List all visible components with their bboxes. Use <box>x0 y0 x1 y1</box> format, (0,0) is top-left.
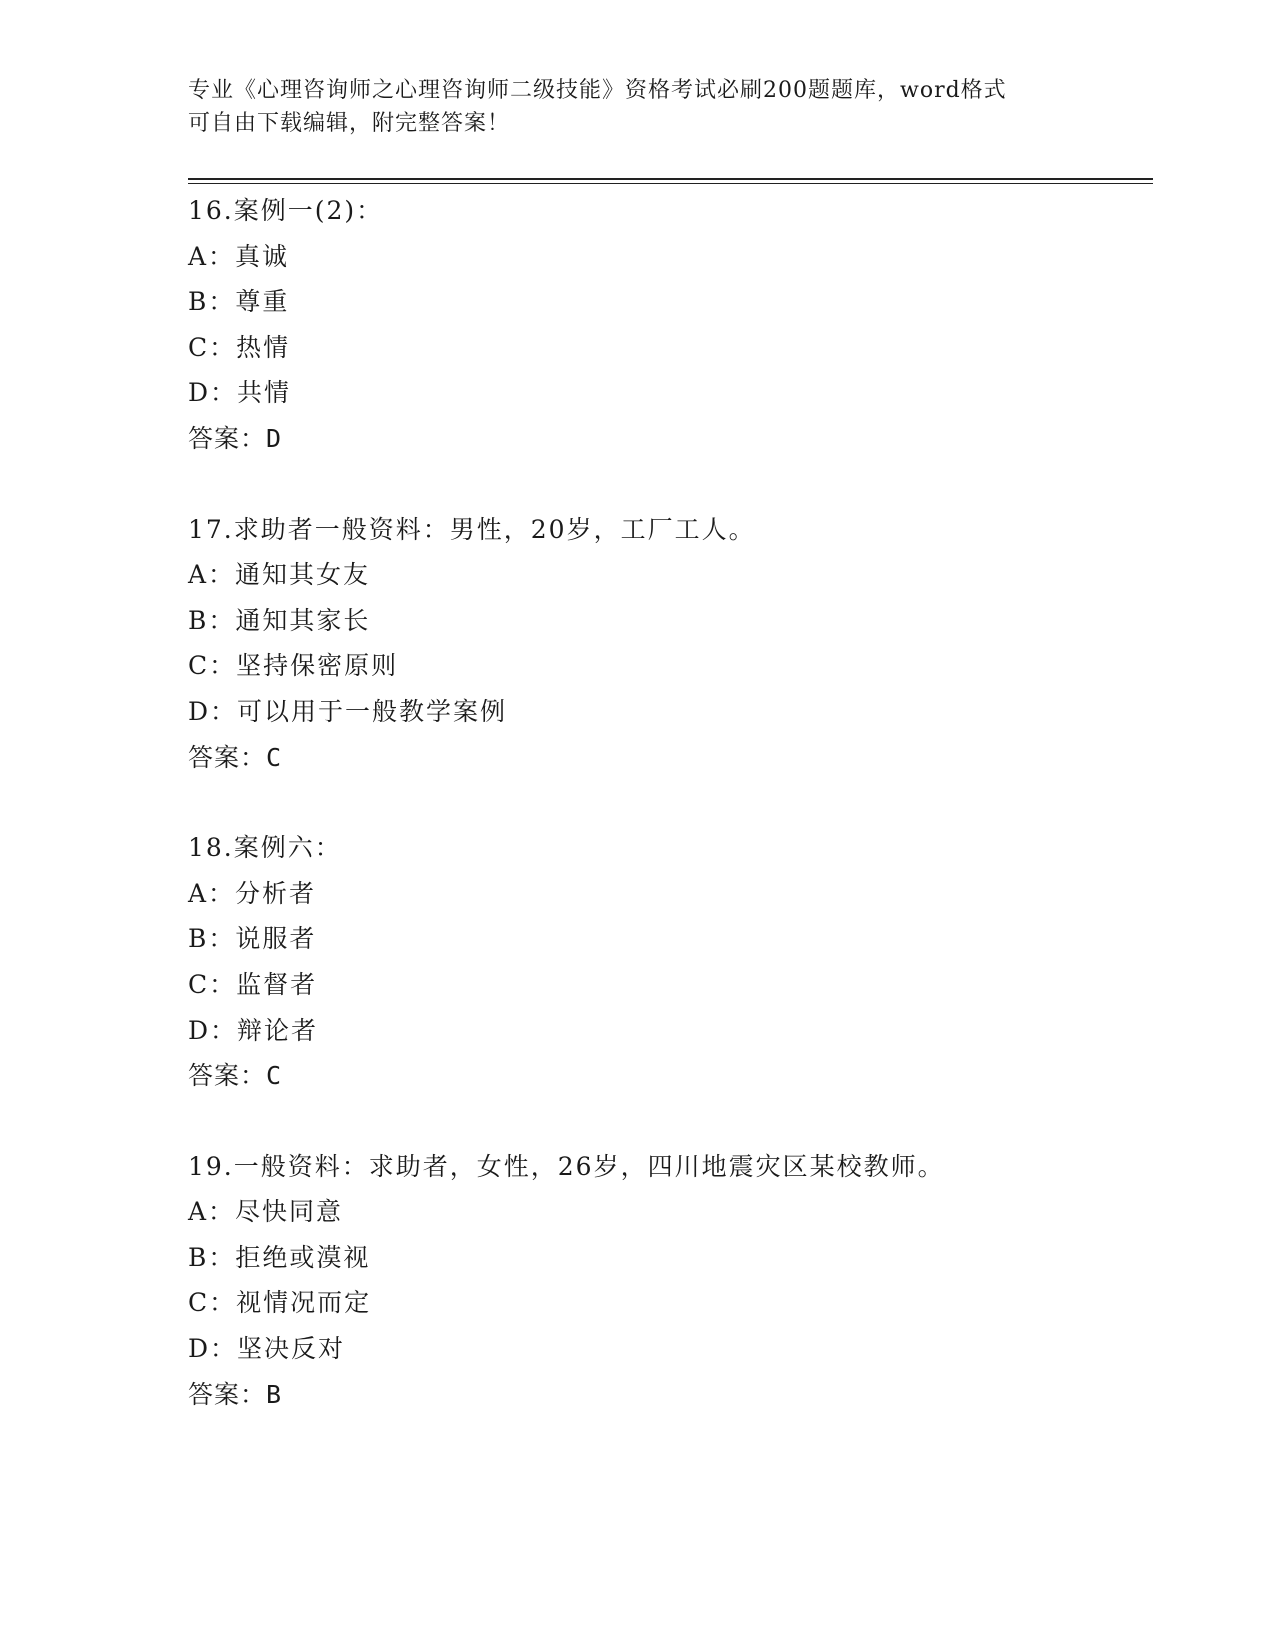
question-stem: 18.案例六： <box>188 833 342 863</box>
option-b: B：尊重 <box>188 287 290 317</box>
option-a: A：尽快同意 <box>188 1197 344 1227</box>
question-18 <box>188 825 1148 1099</box>
option-b: B：说服者 <box>188 924 317 954</box>
question-19 <box>188 1144 1148 1418</box>
answer-label: 答案： <box>188 1061 267 1091</box>
header-title-line-2: 可自由下载编辑，附完整答案！ <box>188 111 511 136</box>
answer-line <box>188 1053 1148 1099</box>
header-divider-thick <box>188 178 1153 180</box>
option-b: B：通知其家长 <box>188 605 371 635</box>
answer-value: C <box>266 742 283 772</box>
header-divider-thin <box>188 183 1153 184</box>
option-b: B：拒绝或漠视 <box>188 1242 371 1272</box>
question-list <box>188 188 1148 1462</box>
answer-value: D <box>266 423 283 453</box>
answer-value: B <box>266 1379 283 1409</box>
answer-label: 答案： <box>188 423 267 453</box>
option-c: C：坚持保密原则 <box>188 651 399 681</box>
option-c: C：视情况而定 <box>188 1288 372 1318</box>
option-d: D：共情 <box>188 378 292 408</box>
answer-line <box>188 416 1148 462</box>
question-stem: 19.一般资料：求助者，女性，26岁，四川地震灾区某校教师。 <box>188 1151 945 1181</box>
option-a: A：分析者 <box>188 878 317 908</box>
option-a: A：真诚 <box>188 241 290 271</box>
question-stem: 17.求助者一般资料：男性，20岁，工厂工人。 <box>188 514 756 544</box>
option-d: D：坚决反对 <box>188 1334 346 1364</box>
answer-line <box>188 1372 1148 1418</box>
answer-line <box>188 735 1148 781</box>
option-d: D：辩论者 <box>188 1015 319 1045</box>
header-title-line-1: 专业《心理咨询师之心理咨询师二级技能》资格考试必刷200题题库，word格式 <box>188 78 1007 103</box>
question-17 <box>188 507 1148 781</box>
option-a: A：通知其女友 <box>188 560 371 590</box>
document-header <box>188 74 1088 140</box>
question-16 <box>188 188 1148 462</box>
answer-label: 答案： <box>188 742 267 772</box>
option-d: D：可以用于一般教学案例 <box>188 696 508 726</box>
option-c: C：监督者 <box>188 969 318 999</box>
question-stem: 16.案例一(2)： <box>188 196 384 225</box>
answer-label: 答案： <box>188 1379 267 1409</box>
option-c: C：热情 <box>188 332 291 362</box>
answer-value: C <box>266 1061 283 1091</box>
